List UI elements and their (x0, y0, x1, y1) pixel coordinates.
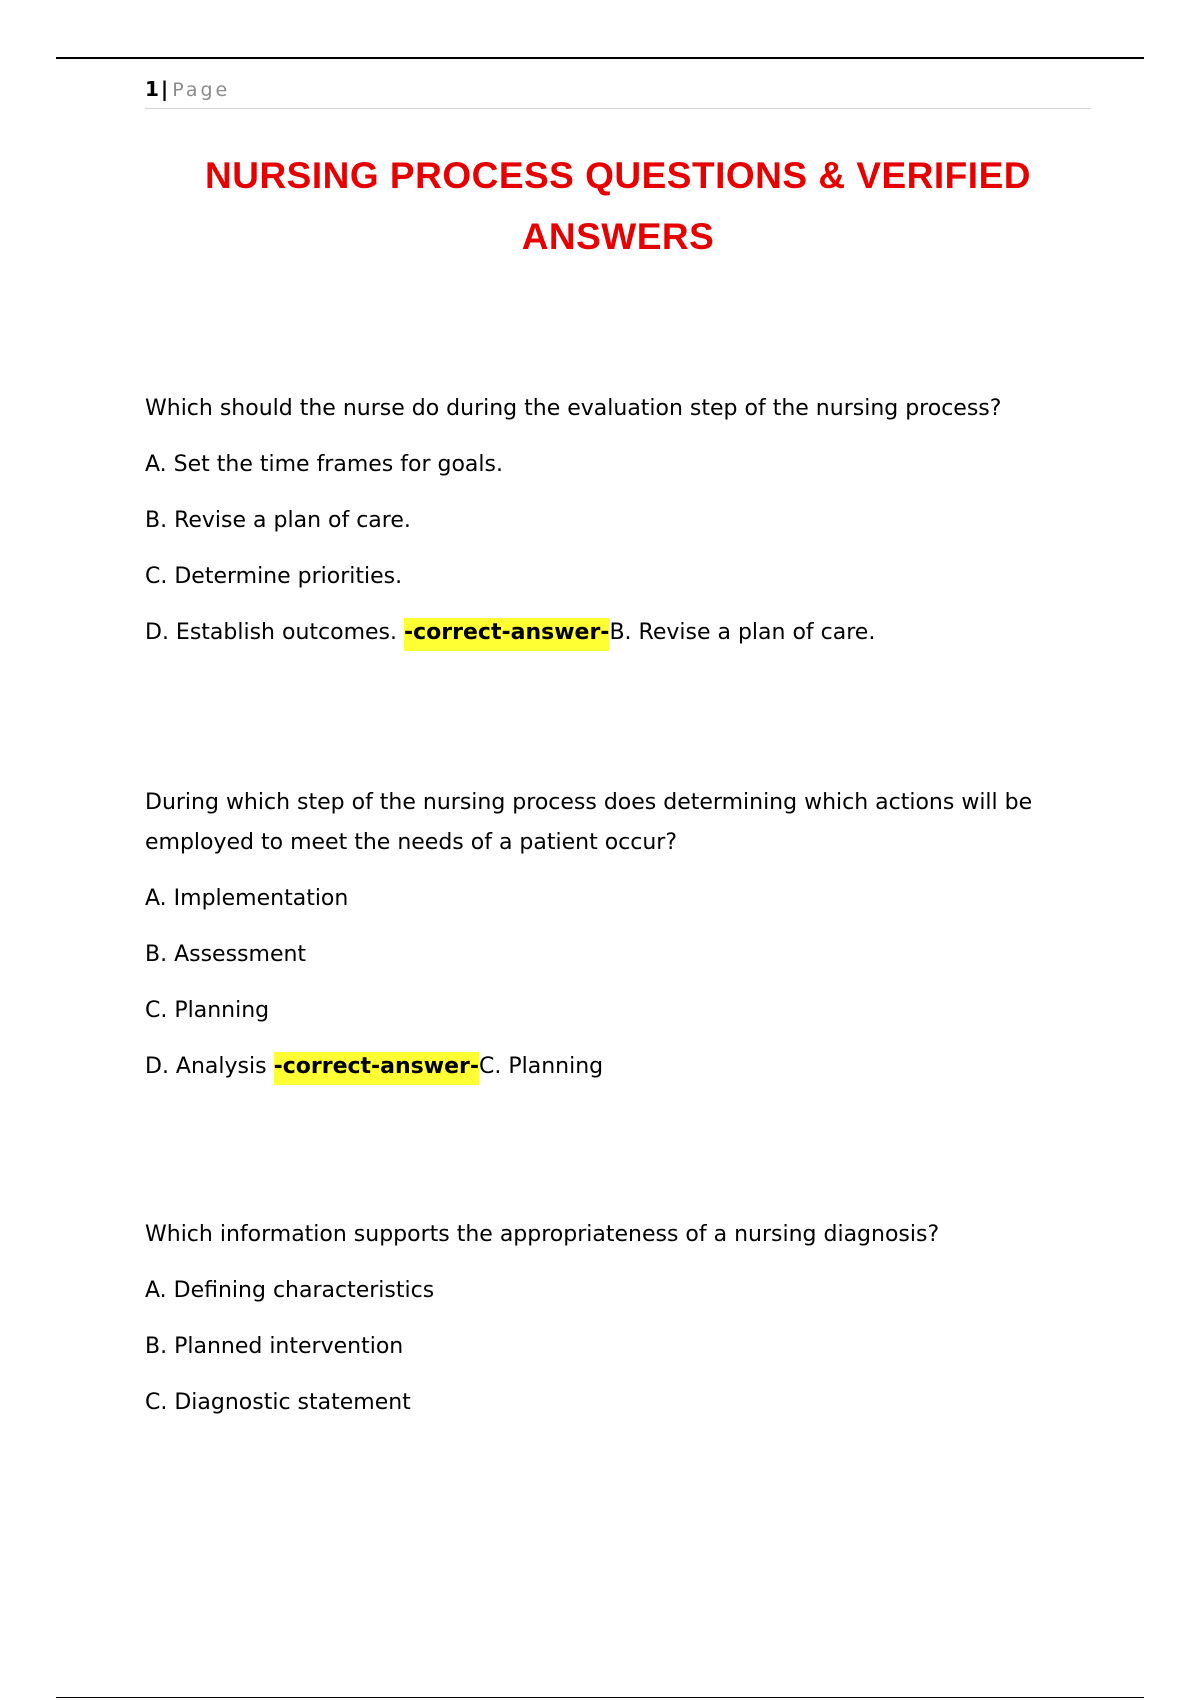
option-item: B. Revise a plan of care. (145, 508, 411, 533)
option-list (145, 1271, 1105, 1423)
option-list (145, 445, 1105, 653)
option-item: B. Assessment (145, 942, 307, 967)
option-text: D. Establish outcomes. (145, 620, 397, 645)
option-item: A. Defining characteristics (145, 1278, 435, 1303)
option-list (145, 879, 1105, 1087)
correct-answer-highlight: -correct-answer- (404, 618, 609, 651)
option-item-with-answer (145, 1047, 1105, 1087)
correct-answer-text: C. Planning (479, 1054, 604, 1079)
page-label: Page (172, 79, 231, 101)
correct-answer-text: B. Revise a plan of care. (609, 620, 876, 645)
question-2 (145, 783, 1105, 1087)
question-text: During which step of the nursing process does determining which actions will be employed to meet the needs of a patient occur? (145, 790, 1033, 855)
option-item: A. Implementation (145, 886, 349, 911)
option-item: A. Set the time frames for goals. (145, 452, 503, 477)
question-1 (145, 389, 1105, 653)
option-item: C. Planning (145, 998, 270, 1023)
question-3 (145, 1215, 1105, 1423)
document-title: NURSING PROCESS QUESTIONS & VERIFIED ANSWERS (205, 155, 1031, 257)
bottom-border-line (56, 1697, 1144, 1698)
option-item-with-answer (145, 613, 1105, 653)
option-item: C. Determine priorities. (145, 564, 403, 589)
top-border-line (56, 57, 1144, 59)
option-item: C. Diagnostic statement (145, 1390, 411, 1415)
option-item: B. Planned intervention (145, 1334, 404, 1359)
question-text: Which should the nurse do during the evaluation step of the nursing process? (145, 396, 1002, 421)
page-number: 1 (145, 77, 159, 101)
correct-answer-highlight: -correct-answer- (274, 1052, 479, 1085)
page-separator: | (160, 77, 169, 101)
page-header (145, 76, 1091, 109)
question-text: Which information supports the appropriateness of a nursing diagnosis? (145, 1222, 940, 1247)
option-text: D. Analysis (145, 1054, 267, 1079)
